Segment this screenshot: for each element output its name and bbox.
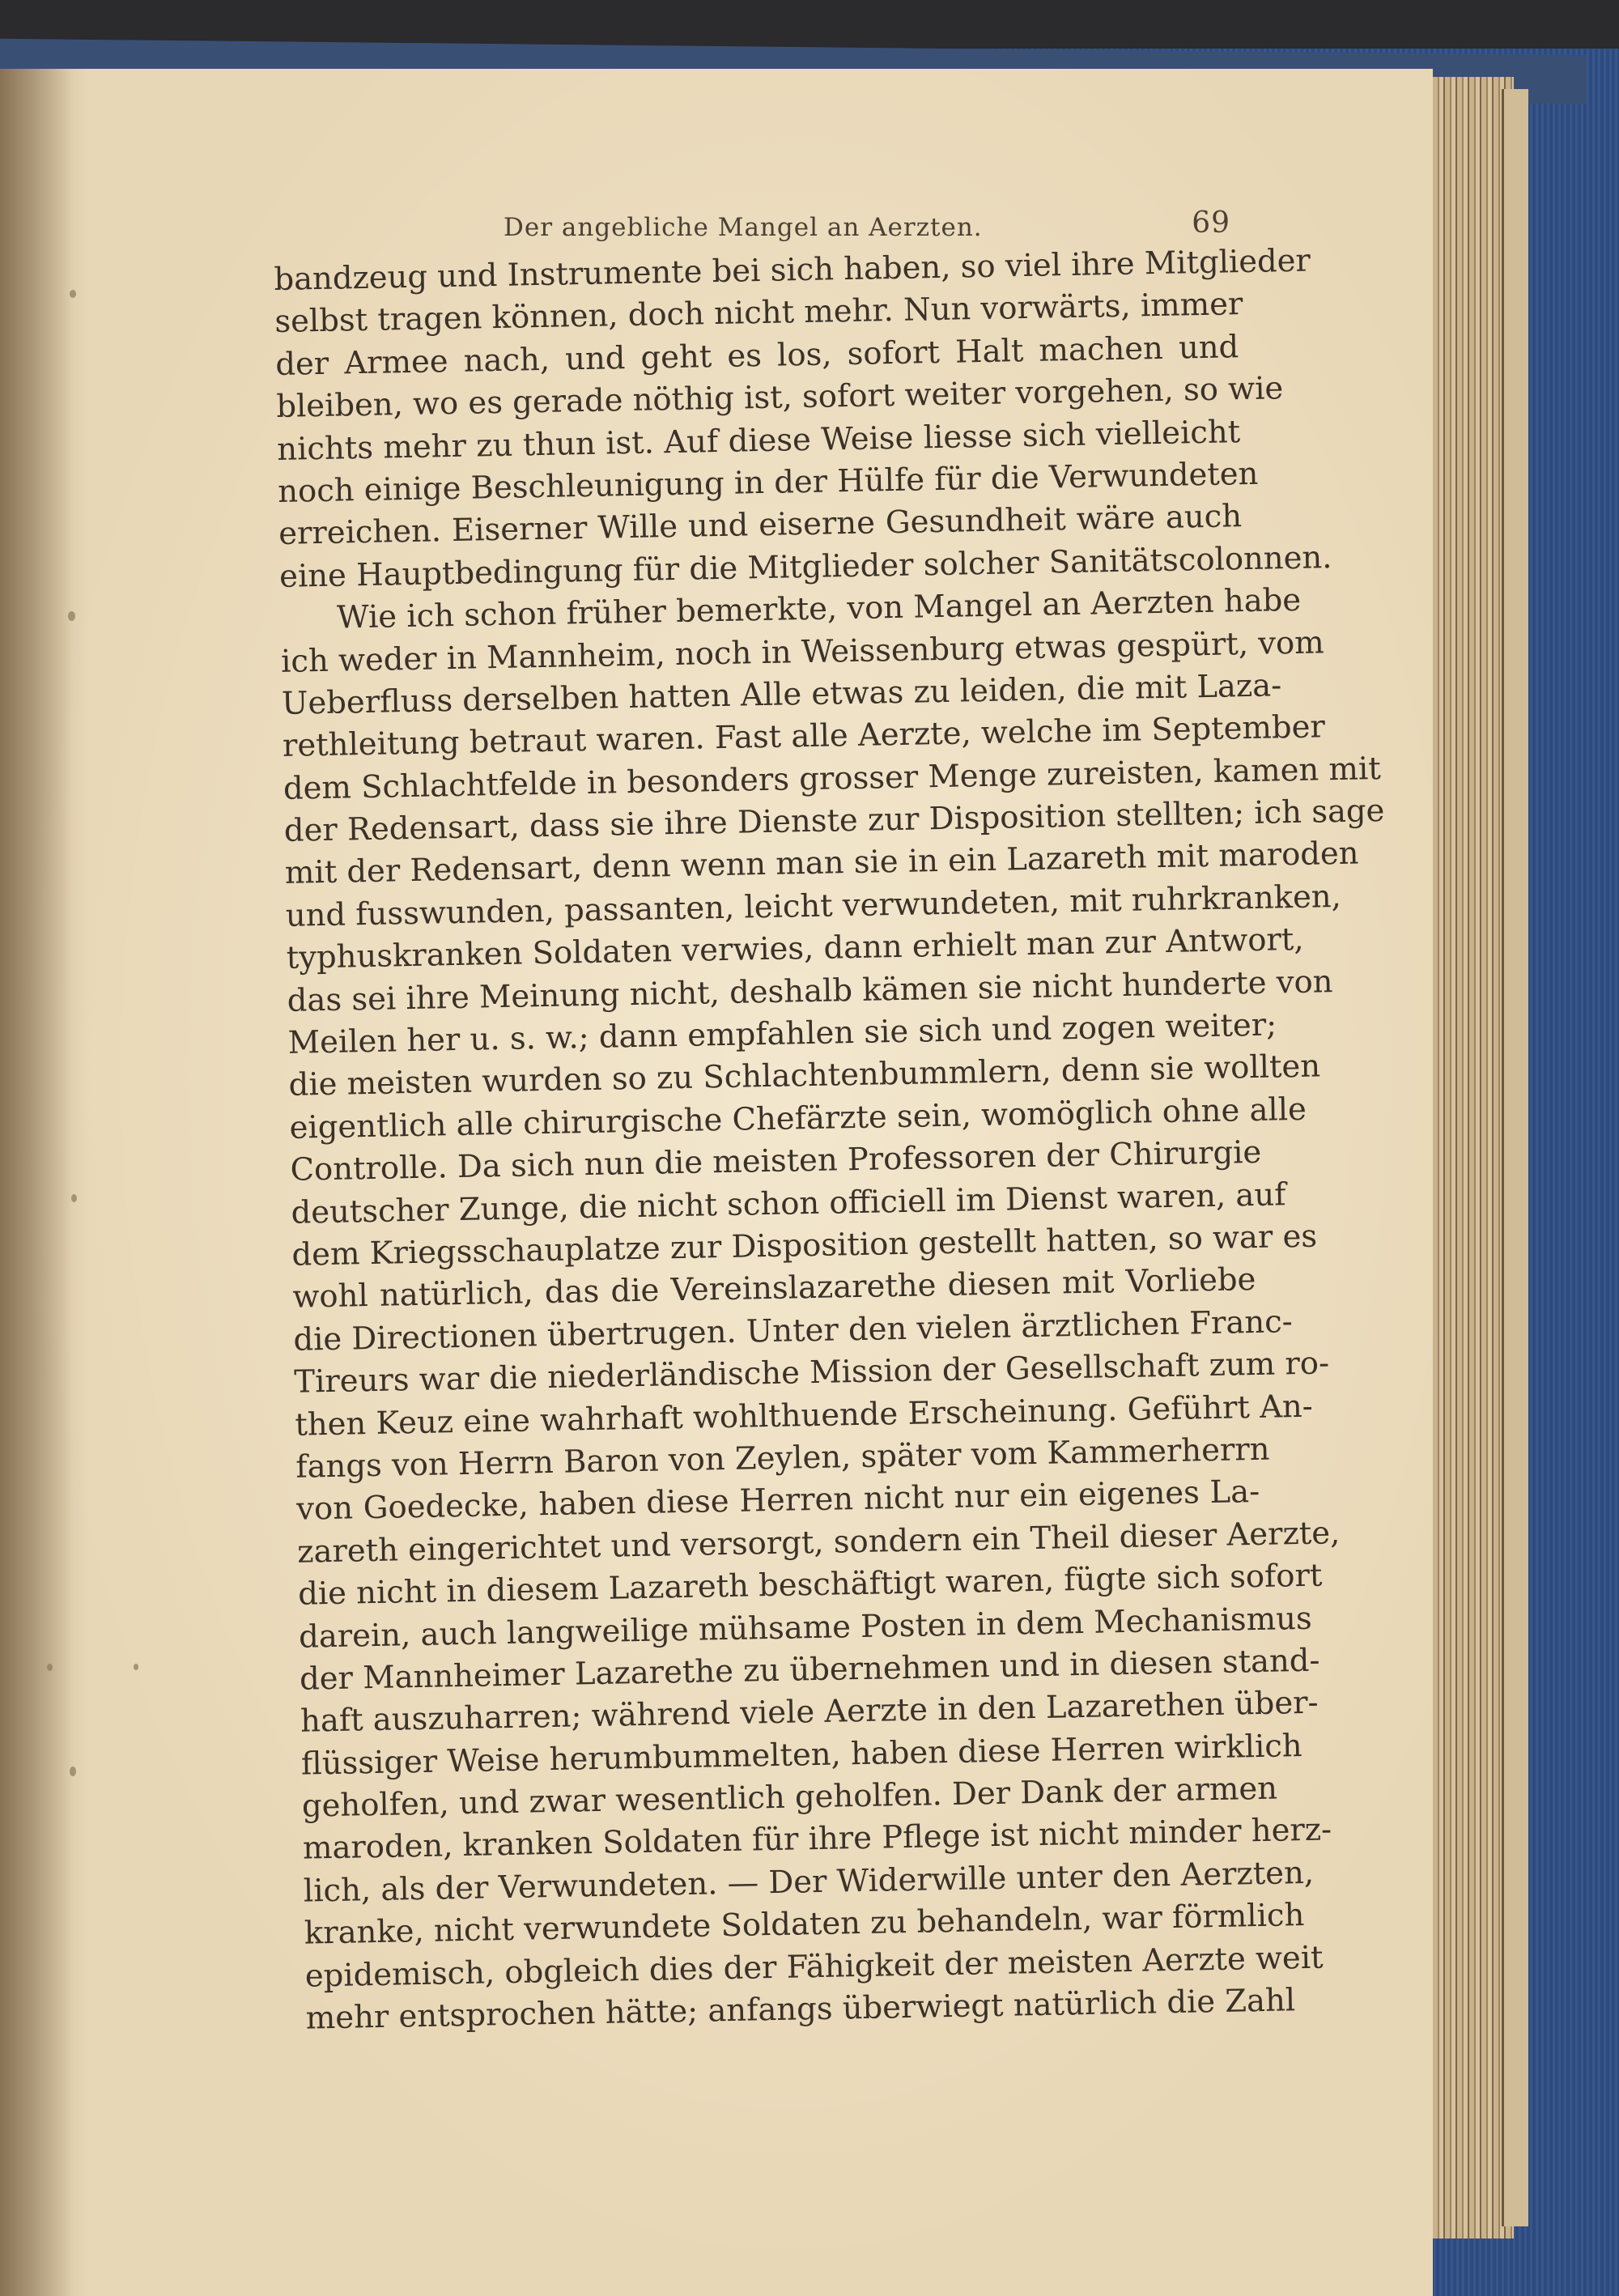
text-line: eigentlich alle chirurgische Chefärzte sein, womöglich ohne alle — [289, 1091, 1307, 1146]
gutter-shadow — [0, 69, 73, 2296]
text-line: der Redensart, dass sie ihre Dienste zur Disposition stellten; ich sage — [283, 793, 1385, 849]
text-line: noch einige Beschleunigung in der Hülfe für die Verwundeten — [277, 455, 1259, 510]
text-line: ich weder in Mannheim, noch in Weissenburg etwas gespürt, vom — [280, 623, 1325, 680]
margin-speck — [47, 1664, 53, 1671]
text-line: flüssiger Weise herumbummelten, haben diese Herren wirklich — [300, 1727, 1303, 1783]
text-line: darein, auch langweilige mühsame Posten in dem Mechanismus — [298, 1600, 1313, 1656]
text-line: dem Kriegsschauplatze zur Disposition gestellt hatten, so war es — [291, 1218, 1318, 1273]
text-line: die Directionen übertrugen. Unter den vielen ärztlichen Franc- — [293, 1303, 1294, 1358]
text-line: wohl natürlich, das die Vereinslazarethe diesen mit Vorliebe — [292, 1261, 1256, 1316]
text-line: mehr entsprochen hätte; anfangs überwiegt natürlich die Zahl — [305, 1982, 1296, 2037]
text-line: das sei ihre Meinung nicht, deshalb kämen sie nicht hunderte von — [287, 963, 1333, 1019]
text-line: kranke, nicht verwundete Soldaten zu behandeln, war förmlich — [304, 1897, 1305, 1952]
text-line: und fusswunden, passanten, leicht verwundeten, mit ruhrkranken, — [285, 878, 1342, 934]
text-line: Ueberfluss derselben hatten Alle etwas zu leiden, die mit Laza- — [281, 667, 1282, 722]
text-line: von Goedecke, haben diese Herren nicht nur ein eigenes La- — [295, 1473, 1260, 1529]
page-number: 69 — [1192, 206, 1230, 240]
text-line: der Armee nach, und geht es los, sofort Halt machen und — [274, 328, 1239, 383]
text-line: maroden, kranken Soldaten für ihre Pflege ist nicht minder herz- — [302, 1811, 1332, 1868]
body-text — [274, 241, 1385, 2040]
text-line: Tireurs war die niederländische Mission der Gesellschaft zum ro- — [294, 1345, 1330, 1401]
text-line: epidemisch, obgleich dies der Fähigkeit der meisten Aerzte weit — [304, 1939, 1324, 1995]
text-line: mit der Redensart, denn wenn man sie in ein Lazareth mit maroden — [284, 835, 1359, 892]
text-line: deutscher Zunge, die nicht schon officiell im Dienst waren, auf — [291, 1176, 1286, 1231]
running-title: Der angebliche Mangel an Aerzten. — [504, 213, 983, 242]
text-line: haft auszuharren; während viele Aerzte in den Lazarethen über- — [300, 1684, 1319, 1740]
text-line: zareth eingerichtet und versorgt, sondern ein Theil dieser Aerzte, — [296, 1514, 1341, 1571]
text-line: bandzeug und Instrumente bei sich haben, so viel ihre Mitglieder — [274, 242, 1311, 298]
text-line: Meilen her u. s. w.; dann empfahlen sie sich und zogen weiter; — [287, 1006, 1277, 1061]
text-line: eine Hauptbedingung für die Mitglieder solcher Sanitätscolonnen. — [278, 538, 1332, 595]
margin-speck — [134, 1664, 138, 1670]
page-block-fore-edge — [1502, 89, 1528, 2226]
margin-speck — [68, 611, 75, 621]
running-head — [275, 206, 1263, 249]
text-line: die meisten wurden so zu Schlachtenbummlern, denn sie wollten — [288, 1048, 1321, 1104]
text-line: Controlle. Da sich nun die meisten Professoren der Chirurgie — [290, 1134, 1262, 1189]
margin-speck — [70, 290, 76, 298]
text-line: rethleitung betraut waren. Fast alle Aerzte, welche im September — [282, 708, 1326, 765]
text-line: der Mannheimer Lazarethe zu übernehmen und in diesen stand- — [299, 1642, 1320, 1698]
text-line: lich, als der Verwundeten. — Der Widerwille unter den Aerzten, — [303, 1854, 1315, 1910]
text-line: fangs von Herrn Baron von Zeylen, später vom Kammerherrn — [295, 1431, 1270, 1486]
margin-speck — [70, 1767, 76, 1776]
text-line: erreichen. Eiserner Wille und eiserne Gesundheit wäre auch — [278, 498, 1243, 553]
text-line: bleiben, wo es gerade nöthig ist, sofort weiter vorgehen, so wie — [275, 370, 1284, 426]
text-line: dem Schlachtfelde in besonders grosser Menge zureisten, kamen mit — [283, 750, 1382, 807]
text-line: selbst tragen können, doch nicht mehr. Nun vorwärts, immer — [274, 286, 1243, 341]
text-line: then Keuz eine wahrhaft wohlthuende Erscheinung. Geführt An- — [294, 1388, 1314, 1444]
text-line: typhuskranken Soldaten verwies, dann erhielt man zur Antwort, — [286, 921, 1304, 977]
text-line: geholfen, und zwar wesentlich geholfen. Der Dank der armen — [301, 1770, 1278, 1825]
text-line: Wie ich schon früher bemerkte, von Mangel an Aerzten habe — [336, 581, 1302, 636]
text-line: die nicht in diesem Lazareth beschäftigt waren, fügte sich sofort — [297, 1557, 1323, 1613]
text-line: nichts mehr zu thun ist. Auf diese Weise liesse sich vielleicht — [276, 413, 1241, 468]
margin-speck — [71, 1194, 77, 1202]
